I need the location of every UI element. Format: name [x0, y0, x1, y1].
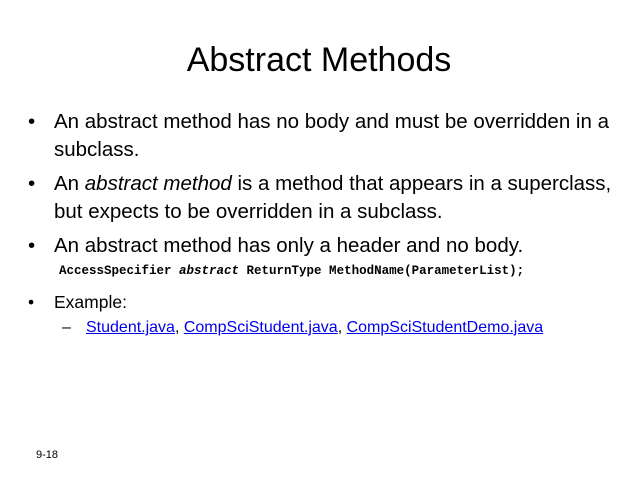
link-separator: ,	[337, 319, 347, 336]
bullet-marker: •	[28, 234, 36, 257]
bullet-text: An abstract method has only a header and no body.	[54, 234, 524, 257]
bullet-emphasis: abstract method	[84, 172, 232, 195]
example-links	[28, 316, 628, 340]
bullet-item	[28, 232, 628, 260]
link-compscistudentdemo-java[interactable]: CompSciStudentDemo.java	[346, 319, 544, 336]
bullet-text-post: is a method that appears in a superclass, but expects to be overridden in a subclass.	[54, 172, 612, 223]
link-separator: ,	[174, 319, 184, 336]
dash-marker: –	[62, 319, 71, 336]
bullet-item	[28, 170, 628, 226]
bullet-list	[28, 108, 628, 346]
bullet-item	[28, 108, 628, 164]
code-part: AccessSpecifier	[59, 264, 180, 278]
bullet-item	[28, 290, 628, 340]
code-signature	[28, 262, 628, 280]
link-student-java[interactable]: Student.java	[86, 319, 175, 336]
example-label: Example:	[54, 292, 127, 312]
slide-title: Abstract Methods	[186, 41, 452, 79]
bullet-marker: •	[28, 292, 35, 312]
code-part: ReturnType MethodName(ParameterList);	[239, 264, 525, 278]
slide-number: 9-18	[36, 449, 59, 461]
bullet-marker: •	[28, 172, 36, 195]
bullet-text-pre: An	[54, 172, 85, 195]
code-keyword: abstract	[179, 264, 240, 278]
bullet-marker: •	[28, 110, 36, 133]
link-compscistudent-java[interactable]: CompSciStudent.java	[183, 319, 338, 336]
bullet-text: An abstract method has no body and must be overridden in a subclass.	[54, 110, 609, 161]
